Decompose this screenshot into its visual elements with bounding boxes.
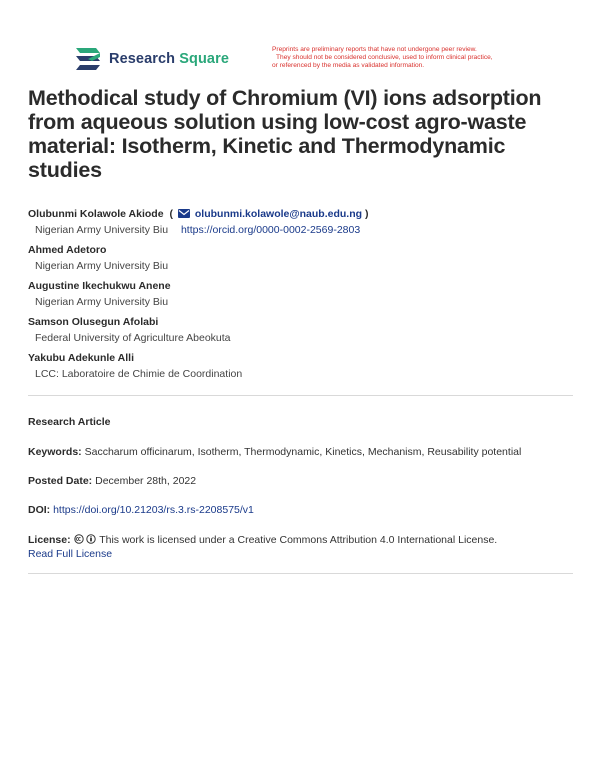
author-email-wrap	[170, 208, 369, 221]
author-name: Yakubu Adekunle Alli	[28, 352, 134, 364]
posted-date-label: Posted Date:	[28, 475, 93, 487]
preprint-disclaimer	[272, 46, 572, 70]
author-name: Augustine Ikechukwu Anene	[28, 280, 171, 292]
research-square-logo[interactable]	[74, 46, 229, 72]
author-name: Ahmed Adetoro	[28, 244, 107, 256]
posted-date-row	[28, 474, 588, 488]
author-item	[28, 207, 588, 243]
author-item	[28, 351, 588, 387]
author-item	[28, 243, 588, 279]
paren-close: )	[364, 208, 369, 220]
author-affiliation: Nigerian Army University Biu	[35, 296, 169, 308]
article-type	[28, 415, 588, 429]
doi-row	[28, 503, 588, 517]
by-icon	[86, 534, 96, 544]
author-name: Samson Olusegun Afolabi	[28, 316, 159, 328]
disclaimer-line: They should not be considered conclusive, used to inform clinical practice,	[276, 54, 493, 61]
header	[74, 46, 554, 76]
brand-name: Research Square	[109, 51, 229, 67]
divider	[28, 573, 573, 574]
author-affiliation: Federal University of Agriculture Abeokuta	[35, 332, 231, 344]
article-title: Methodical study of Chromium (VI) ions adsorption from aqueous solution using low-cost agro-waste material: Isotherm, Kinetic and Thermodynamic studies	[28, 86, 542, 182]
author-item	[28, 279, 588, 315]
keywords-label: Keywords:	[28, 446, 82, 458]
orcid-link[interactable]: https://orcid.org/0000-0002-2569-2803	[180, 224, 361, 236]
author-affiliation: LCC: Laboratoire de Chimie de Coordination	[35, 368, 243, 380]
cc-icon	[74, 534, 84, 544]
author-name: Olubunmi Kolawole Akiode	[28, 208, 164, 220]
research-square-logo-icon	[74, 46, 102, 72]
license-label: License:	[28, 534, 71, 546]
author-affiliation: Nigerian Army University Biu	[35, 260, 169, 272]
author-email-link[interactable]: olubunmi.kolawole@naub.edu.ng	[194, 208, 363, 220]
paren-open: (	[169, 208, 174, 220]
envelope-icon	[178, 209, 190, 218]
article-type-label: Research Article	[28, 416, 111, 428]
doi-label: DOI:	[28, 504, 51, 516]
keywords-value: Saccharum officinarum, Isotherm, Thermodynamic, Kinetics, Mechanism, Reusability potential	[84, 446, 522, 458]
doi-link[interactable]: https://doi.org/10.21203/rs.3.rs-2208575/v1	[53, 504, 254, 516]
author-list	[28, 207, 588, 387]
author-item	[28, 315, 588, 351]
license-text: This work is licensed under a Creative Commons Attribution 4.0 International License.	[99, 534, 498, 546]
read-full-license-link[interactable]: Read Full License	[28, 548, 113, 560]
author-affiliation: Nigerian Army University Biu	[35, 224, 169, 236]
disclaimer-line: Preprints are preliminary reports that have not undergone peer review.	[272, 46, 477, 53]
divider	[28, 395, 573, 396]
keywords-row	[28, 445, 588, 459]
license-row	[28, 533, 588, 561]
disclaimer-line: or referenced by the media as validated information.	[272, 62, 425, 69]
posted-date-value: December 28th, 2022	[95, 475, 197, 487]
